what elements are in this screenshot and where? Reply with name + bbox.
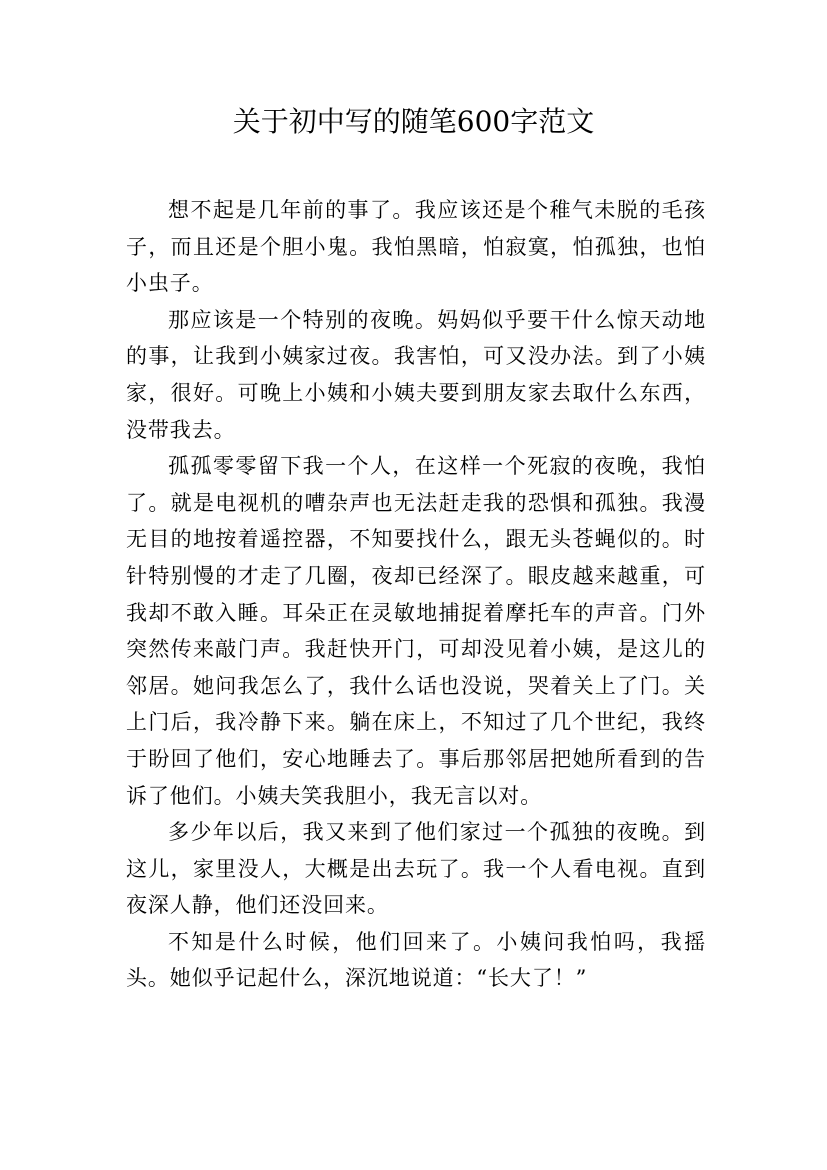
document-body (126, 192, 706, 997)
paragraph-4: 多少年以后，我又来到了他们家过一个孤独的夜晚。到这儿，家里没人，大概是出去玩了。我一个人看电视。直到夜深人静，他们还没回来。 (126, 820, 706, 918)
paragraph-1: 想不起是几年前的事了。我应该还是个稚气未脱的毛孩子，而且还是个胆小鬼。我怕黑暗，怕寂寞，怕孤独，也怕小虫子。 (126, 198, 706, 296)
paragraph-3: 孤孤零零留下我一个人，在这样一个死寂的夜晚，我怕了。就是电视机的嘈杂声也无法赶走我的恐惧和孤独。我漫无目的地按着遥控器，不知要找什么，跟无头苍蝇似的。时针特别慢的才走了几圈，夜却已经深了。眼皮越来越重，可我却不敢入睡。耳朵正在灵敏地捕捉着摩托车的声音。门外突然传来敲门声。我赶快开门，可却没见着小姨，是这儿的邻居。她问我怎么了，我什么话也没说，哭着关上了门。关上门后，我冷静下来。躺在床上，不知过了几个世纪，我终于盼回了他们，安心地睡去了。事后那邻居把她所看到的告诉了他们。小姨夫笑我胆小，我无言以对。 (126, 454, 706, 808)
document-title: 关于初中写的随笔600字范文 (232, 105, 595, 138)
paragraph-5: 不知是什么时候，他们回来了。小姨问我怕吗，我摇头。她似乎记起什么，深沉地说道：“长大了！” (126, 929, 706, 991)
paragraph-2: 那应该是一个特别的夜晚。妈妈似乎要干什么惊天动地的事，让我到小姨家过夜。我害怕，可又没办法。到了小姨家，很好。可晚上小姨和小姨夫要到朋友家去取什么东西，没带我去。 (126, 307, 706, 442)
